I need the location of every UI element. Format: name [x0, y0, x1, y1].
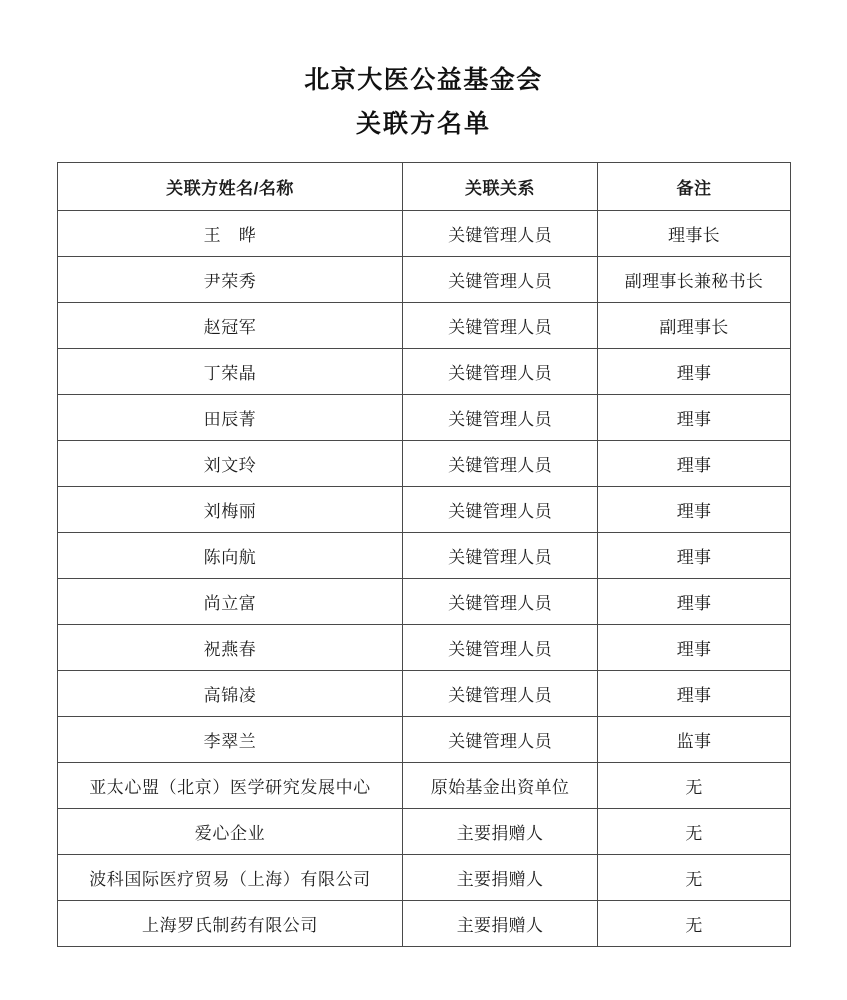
related-parties-table — [57, 162, 791, 947]
table-row — [58, 717, 791, 763]
cell-remark: 无 — [598, 763, 791, 809]
column-header-relation: 关联关系 — [403, 163, 598, 211]
page-title-secondary: 关联方名单 — [355, 110, 491, 138]
cell-relation: 关键管理人员 — [403, 441, 598, 487]
cell-party-name: 刘文玲 — [58, 441, 403, 487]
table-row — [58, 303, 791, 349]
cell-party-name: 尚立富 — [58, 579, 403, 625]
cell-remark: 无 — [598, 901, 791, 947]
cell-relation: 关键管理人员 — [403, 303, 598, 349]
cell-relation: 关键管理人员 — [403, 257, 598, 303]
cell-relation: 原始基金出资单位 — [403, 763, 598, 809]
cell-party-name: 赵冠军 — [58, 303, 403, 349]
cell-relation: 主要捐赠人 — [403, 809, 598, 855]
cell-relation: 主要捐赠人 — [403, 855, 598, 901]
cell-remark: 理事 — [598, 625, 791, 671]
cell-remark: 理事 — [598, 487, 791, 533]
table-header — [58, 163, 791, 211]
cell-party-name: 高锦凌 — [58, 671, 403, 717]
cell-relation: 关键管理人员 — [403, 349, 598, 395]
table-row — [58, 671, 791, 717]
column-header-name: 关联方姓名/名称 — [58, 163, 403, 211]
cell-party-name: 刘梅丽 — [58, 487, 403, 533]
table-row — [58, 211, 791, 257]
table-header-row — [58, 163, 791, 211]
cell-relation: 关键管理人员 — [403, 487, 598, 533]
table-row — [58, 855, 791, 901]
cell-party-name: 爱心企业 — [58, 809, 403, 855]
cell-relation: 关键管理人员 — [403, 671, 598, 717]
cell-relation: 关键管理人员 — [403, 625, 598, 671]
cell-remark: 理事 — [598, 395, 791, 441]
page-title-primary: 北京大医公益基金会 — [304, 66, 543, 94]
cell-party-name: 陈向航 — [58, 533, 403, 579]
cell-remark: 理事 — [598, 533, 791, 579]
cell-relation: 关键管理人员 — [403, 211, 598, 257]
cell-relation: 关键管理人员 — [403, 533, 598, 579]
table-row — [58, 257, 791, 303]
table-row — [58, 441, 791, 487]
cell-remark: 副理事长兼秘书长 — [598, 257, 791, 303]
cell-party-name: 王 晔 — [58, 211, 403, 257]
cell-remark: 无 — [598, 855, 791, 901]
cell-party-name: 田辰菁 — [58, 395, 403, 441]
cell-relation: 关键管理人员 — [403, 395, 598, 441]
document-title-block — [0, 0, 847, 146]
table-row — [58, 763, 791, 809]
cell-remark: 理事 — [598, 671, 791, 717]
table-body — [58, 211, 791, 947]
table-row — [58, 487, 791, 533]
cell-relation: 关键管理人员 — [403, 579, 598, 625]
cell-party-name: 丁荣晶 — [58, 349, 403, 395]
cell-remark: 副理事长 — [598, 303, 791, 349]
cell-relation: 主要捐赠人 — [403, 901, 598, 947]
related-parties-table-container — [57, 162, 790, 947]
cell-remark: 理事长 — [598, 211, 791, 257]
cell-remark: 理事 — [598, 579, 791, 625]
table-row — [58, 625, 791, 671]
cell-relation: 关键管理人员 — [403, 717, 598, 763]
column-header-remark: 备注 — [598, 163, 791, 211]
table-row — [58, 579, 791, 625]
cell-party-name: 上海罗氏制药有限公司 — [58, 901, 403, 947]
cell-remark: 理事 — [598, 441, 791, 487]
table-row — [58, 533, 791, 579]
cell-remark: 监事 — [598, 717, 791, 763]
table-row — [58, 901, 791, 947]
cell-party-name: 波科国际医疗贸易（上海）有限公司 — [58, 855, 403, 901]
cell-party-name: 亚太心盟（北京）医学研究发展中心 — [58, 763, 403, 809]
cell-remark: 理事 — [598, 349, 791, 395]
cell-party-name: 祝燕春 — [58, 625, 403, 671]
cell-party-name: 李翠兰 — [58, 717, 403, 763]
cell-party-name: 尹荣秀 — [58, 257, 403, 303]
cell-remark: 无 — [598, 809, 791, 855]
table-row — [58, 809, 791, 855]
table-row — [58, 395, 791, 441]
table-row — [58, 349, 791, 395]
